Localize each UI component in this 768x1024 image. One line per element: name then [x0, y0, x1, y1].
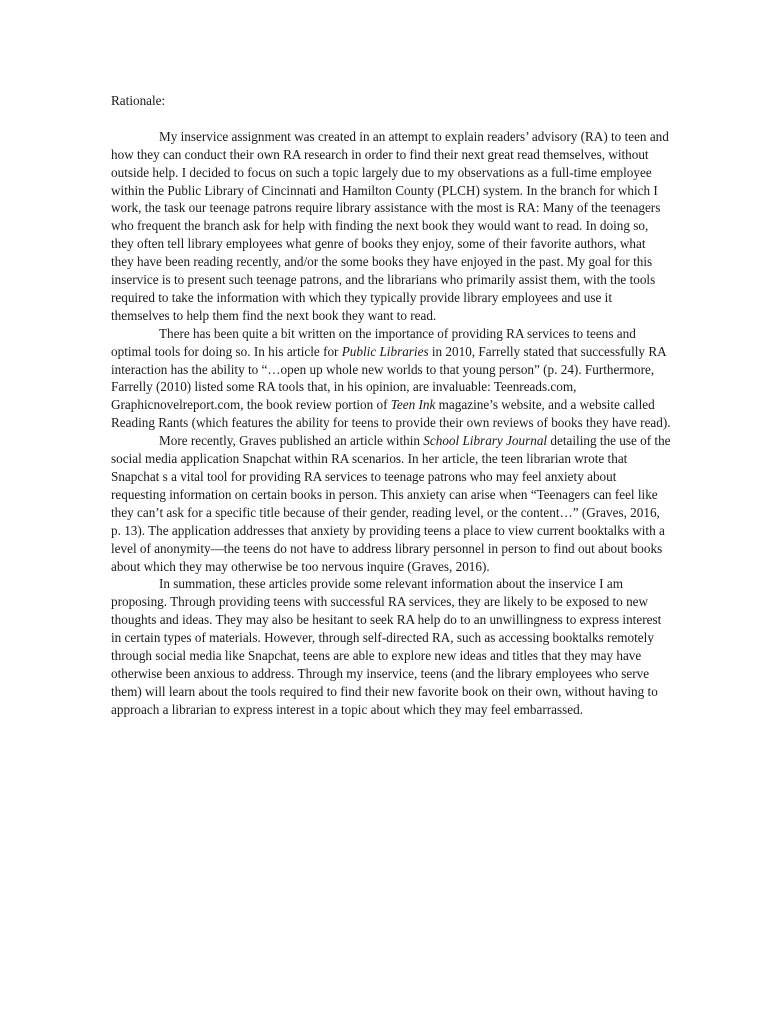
magazine-title-teen-ink: Teen Ink [390, 397, 436, 413]
section-heading: Rationale: [111, 93, 166, 108]
document-page [111, 92, 671, 719]
paragraph-2-text-c: magazine’s website, and a website called Reading Rants (which features the ability for teens to provide their own reviews of books they have read). [111, 397, 671, 431]
paragraph-2-text-b: in 2010, Farrelly stated that successfully RA interaction has the ability to “…open up whole new worlds to that young person” (p. 24). Furthermore, Farrelly (2010) listed some RA tools that, in his opinion, are invaluable: Teenreads.com, Graphicnovelreport.com, the book review portion of [111, 343, 666, 413]
paragraph-3-text-b: detailing the use of the social media application Snapchat within RA scenarios. In her article, the teen librarian wrote that Snapchat s a vital tool for providing RA services to teenage patrons who may feel anxiety about requesting information on certain books in person. This anxiety can arise when “Teenagers can feel like they can’t ask for a specific title because of their gender, reading level, or the content…” (Graves, 2016, p. 13). The application addresses that anxiety by providing teens a place to view current booktalks with a level of anonymity—the teens do not have to address library personnel in person to find out about books about which they may otherwise be too nervous inquire (Graves, 2016). [111, 433, 671, 574]
paragraph-3-text-a: More recently, Graves published an article within [159, 433, 424, 449]
paragraph-4: In summation, these articles provide some relevant information about the inservice I am proposing. Through providing teens with successful RA services, they are likely to be exposed to new thoughts and ideas. They may also be hesitant to seek RA help do to an unwillingness to express interest in certain types of materials. However, through self-directed RA, such as accessing booktalks remotely through social media like Snapchat, teens are able to explore new ideas and titles that they may have otherwise been anxious to address. Through my inservice, teens (and the library employees who serve them) will learn about the tools required to find their new favorite book on their own, without having to approach a librarian to express interest in a topic about which they may feel embarrassed. [111, 576, 662, 717]
paragraph-2-text-a: There has been quite a bit written on the importance of providing RA services to teens and optimal tools for doing so. In his article for [111, 325, 636, 359]
journal-title-public-libraries: Public Libraries [341, 343, 429, 359]
paragraph-2 [111, 325, 671, 432]
paragraph-1: My inservice assignment was created in an attempt to explain readers’ advisory (RA) to teen and how they can conduct their own RA research in order to find their next great read themselves, without outside help. I decided to focus on such a topic largely due to my observations as a full-time employee within the Public Library of Cincinnati and Hamilton County (PLCH) system. In the branch for which I work, the task our teenage patrons require library assistance with the most is RA: Many of the teenagers who frequent the branch ask for help with finding the next book they would want to read. In doing so, they often tell library employees what genre of books they enjoy, some of their favorite authors, what they have been reading recently, and/or the some books they have enjoyed in the past. My goal for this inservice is to present such teenage patrons, and the librarians who primarily assist them, with the tools required to take the information with which they typically provide library employees and use it themselves to help them find the next book they want to read. [111, 128, 669, 323]
journal-title-school-library-journal: School Library Journal [423, 433, 548, 449]
paragraph-3 [111, 432, 671, 575]
